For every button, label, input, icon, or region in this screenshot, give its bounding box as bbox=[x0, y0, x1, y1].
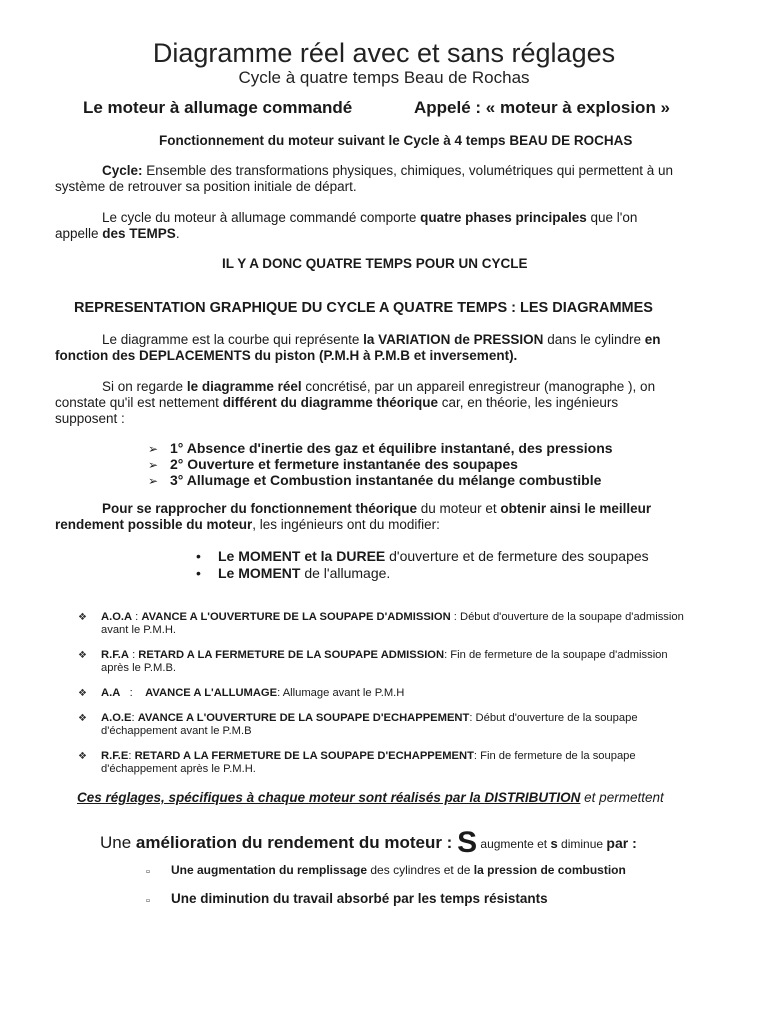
approach-text: du moteur et bbox=[417, 501, 501, 516]
cycle-label: Cycle: bbox=[102, 163, 143, 178]
approach-paragraph bbox=[55, 501, 651, 533]
real-diagram-paragraph bbox=[55, 379, 655, 427]
heading-left: Le moteur à allumage commandé bbox=[83, 98, 353, 117]
diamond-bullet-icon: ❖ bbox=[78, 713, 87, 724]
real-diagram-text: Si on regarde bbox=[102, 379, 187, 394]
setting-name: RETARD A LA FERMETURE DE LA SOUPAPE D'ECHAPPEMENT bbox=[134, 750, 474, 762]
section-title-operation: Fonctionnement du moteur suivant le Cycle à 4 temps BEAU DE ROCHAS bbox=[159, 133, 633, 148]
page-subtitle: Cycle à quatre temps Beau de Rochas bbox=[238, 68, 530, 87]
approach-line2-text: , les ingénieurs ont du modifier: bbox=[252, 517, 440, 532]
modification-text: d'ouverture et de fermeture des soupapes bbox=[385, 548, 649, 564]
setting-desc: : Fin de fermeture de la soupape d'admission bbox=[444, 649, 668, 661]
real-diagram-line2-bold: différent du diagramme théorique bbox=[222, 395, 438, 410]
list-item bbox=[148, 456, 518, 472]
approach-line2-bold: rendement possible du moteur bbox=[55, 517, 253, 532]
setting-name: AVANCE A L'OUVERTURE DE LA SOUPAPE D'ECHAPPEMENT bbox=[137, 712, 470, 724]
setting-desc: : Allumage avant le P.M.H bbox=[277, 687, 405, 699]
modification-text: de l'allumage. bbox=[300, 565, 391, 581]
improvement-big-s: S bbox=[457, 826, 478, 859]
section-title-representation: REPRESENTATION GRAPHIQUE DU CYCLE A QUATRE TEMPS : LES DIAGRAMMES bbox=[74, 300, 653, 316]
setting-item bbox=[101, 649, 668, 675]
list-item bbox=[171, 891, 548, 906]
setting-abbr: A.O.E bbox=[101, 712, 132, 724]
list-item bbox=[196, 565, 390, 581]
improvement-item-bold: Une diminution du travail absorbé par les temps résistants bbox=[171, 891, 548, 906]
improvement-text: Une bbox=[100, 833, 136, 852]
diamond-bullet-icon: ❖ bbox=[78, 751, 87, 762]
setting-desc-line2: après le P.M.B. bbox=[101, 662, 177, 674]
improvement-augmente: augmente et bbox=[477, 837, 551, 851]
setting-desc: : Début d'ouverture de la soupape bbox=[469, 712, 638, 724]
list-item bbox=[196, 548, 649, 564]
arrow-bullet-icon: ➢ bbox=[148, 458, 159, 472]
phases-text-end: que l'on bbox=[586, 210, 638, 225]
setting-item bbox=[101, 611, 684, 637]
phases-line2-bold: des TEMPS bbox=[102, 226, 176, 241]
setting-abbr: A.O.A bbox=[101, 611, 133, 623]
improvement-item-text: des cylindres et de bbox=[367, 863, 474, 877]
setting-desc-line2: d'échappement avant le P.M.B bbox=[101, 725, 252, 737]
setting-sep: : bbox=[120, 687, 146, 699]
phases-bold: quatre phases principales bbox=[420, 210, 587, 225]
improvement-diminue: diminue bbox=[557, 837, 607, 851]
bullet-icon: • bbox=[196, 548, 201, 564]
real-diagram-line3: supposent : bbox=[55, 411, 125, 426]
real-diagram-line2-end: car, en théorie, les ingénieurs bbox=[437, 395, 619, 410]
distribution-statement bbox=[77, 790, 664, 805]
diagram-def-bold2: en bbox=[644, 332, 661, 347]
improvement-par: par : bbox=[606, 835, 637, 851]
setting-desc: : Fin de fermeture de la soupape bbox=[473, 750, 636, 762]
four-times-statement: IL Y A DONC QUATRE TEMPS POUR UN CYCLE bbox=[222, 256, 528, 271]
approach-bold2: obtenir ainsi le meilleur bbox=[500, 501, 652, 516]
approach-bold: Pour se rapprocher du fonctionnement théorique bbox=[102, 501, 418, 516]
cycle-paragraph bbox=[55, 163, 673, 195]
phases-line2-end: . bbox=[175, 226, 180, 241]
phases-line2-text: appelle bbox=[55, 226, 103, 241]
improvement-bold: amélioration du rendement du moteur : bbox=[135, 833, 458, 852]
setting-sep: : bbox=[128, 649, 139, 661]
distribution-bold: DISTRIBUTION bbox=[484, 790, 581, 805]
square-bullet-icon: ▫ bbox=[146, 895, 150, 907]
setting-name: AVANCE A L'OUVERTURE DE LA SOUPAPE D'ADMISSION bbox=[141, 611, 451, 623]
bullet-icon: • bbox=[196, 565, 201, 581]
diamond-bullet-icon: ❖ bbox=[78, 650, 87, 661]
setting-item bbox=[101, 750, 636, 776]
assumption-text: 1° Absence d'inertie des gaz et équilibre instantané, des pressions bbox=[170, 440, 613, 456]
setting-item bbox=[101, 687, 404, 700]
phases-text: Le cycle du moteur à allumage commandé comporte bbox=[102, 210, 421, 225]
assumption-text: 3° Allumage et Combustion instantanée du mélange combustible bbox=[170, 472, 602, 488]
diagram-def-line2: fonction des DEPLACEMENTS du piston (P.M.H à P.M.B et inversement). bbox=[55, 348, 518, 363]
phases-paragraph bbox=[55, 210, 637, 242]
setting-abbr: A.A bbox=[101, 687, 121, 699]
setting-item bbox=[101, 712, 638, 738]
setting-desc-line2: d'échappement après le P.M.H. bbox=[101, 763, 256, 775]
cycle-text-line2: système de retrouver sa position initiale de départ. bbox=[55, 179, 357, 194]
real-diagram-bold: le diagramme réel bbox=[186, 379, 302, 394]
setting-sep: : bbox=[131, 712, 138, 724]
improvement-item-bold: Une augmentation du remplissage bbox=[171, 863, 368, 877]
arrow-bullet-icon: ➢ bbox=[148, 442, 159, 456]
modification-bold: Le MOMENT et la DUREE bbox=[218, 548, 386, 564]
setting-abbr: R.F.A bbox=[101, 649, 129, 661]
distribution-text: Ces réglages, spécifiques à chaque moteur sont réalisés par la bbox=[77, 790, 485, 805]
diagram-def-bold: la VARIATION de PRESSION bbox=[363, 332, 544, 347]
setting-desc: : Début d'ouverture de la soupape d'admission bbox=[450, 611, 684, 623]
distribution-end: et permettent bbox=[580, 790, 664, 805]
diamond-bullet-icon: ❖ bbox=[78, 688, 87, 699]
list-item bbox=[148, 472, 601, 488]
setting-sep: : bbox=[128, 750, 135, 762]
arrow-bullet-icon: ➢ bbox=[148, 474, 159, 488]
diagram-def-text: Le diagramme est la courbe qui représente bbox=[102, 332, 364, 347]
setting-name: RETARD A LA FERMETURE DE LA SOUPAPE ADMISSION bbox=[138, 649, 445, 661]
page-title: Diagramme réel avec et sans réglages bbox=[152, 38, 616, 68]
real-diagram-line2-text: constate qu'il est nettement bbox=[55, 395, 223, 410]
improvement-item-bold2: la pression de combustion bbox=[473, 863, 626, 877]
modification-bold: Le MOMENT bbox=[218, 565, 301, 581]
assumption-text: 2° Ouverture et fermeture instantanée des soupapes bbox=[170, 456, 518, 472]
list-item bbox=[148, 440, 613, 456]
diamond-bullet-icon: ❖ bbox=[78, 612, 87, 623]
square-bullet-icon: ▫ bbox=[146, 866, 150, 878]
setting-sep: : bbox=[132, 611, 142, 623]
setting-desc-line2: avant le P.M.H. bbox=[101, 624, 177, 636]
cycle-text: Ensemble des transformations physiques, chimiques, volumétriques qui permettent à un bbox=[142, 163, 674, 178]
diagram-definition-paragraph bbox=[55, 332, 661, 364]
heading-right: Appelé : « moteur à explosion » bbox=[414, 98, 671, 117]
setting-name: AVANCE A L'ALLUMAGE bbox=[145, 687, 278, 699]
setting-abbr: R.F.E bbox=[101, 750, 129, 762]
diagram-def-text2: dans le cylindre bbox=[543, 332, 645, 347]
improvement-small-s: s bbox=[550, 836, 558, 851]
list-item bbox=[171, 863, 626, 877]
real-diagram-text2: concrétisé, par un appareil enregistreur (manographe ), on bbox=[301, 379, 656, 394]
improvement-statement bbox=[100, 822, 637, 859]
